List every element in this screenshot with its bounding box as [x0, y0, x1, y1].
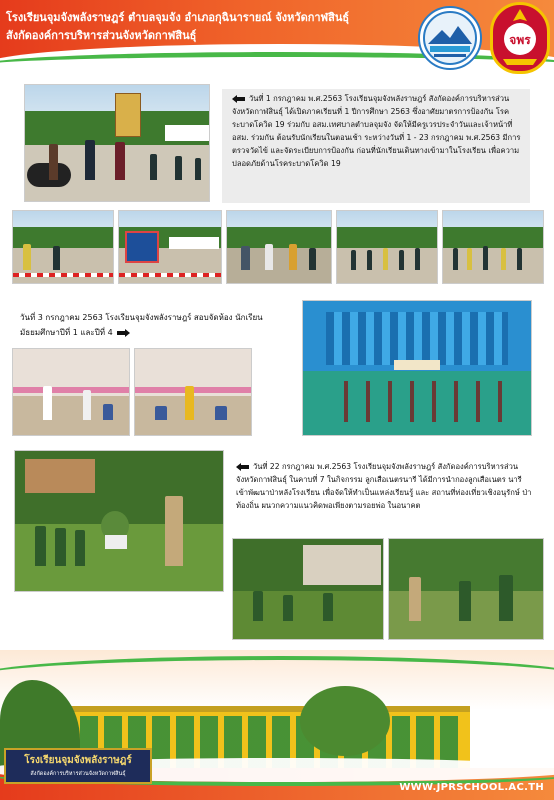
section3-text: วันที่ 22 กรกฎาคม พ.ศ.2563 โรงเรียนจุมจังพลังราษฎร์ สังกัดองค์การบริหารส่วนจังหวัดกาฬสินธุ์ ในคาบที่ 7 ในกิจกรรม ลูกเสือเนตรนารี ได้มีการนำกองลูกเสือเนตร นารี เข้าพัฒนาป่าหลังโรงเรียน เพื่อจัดให้ทำเป็นแหล่งเรียนรู้ และ สถานที่ท่องเที่ยวเชิงอนุรักษ์ ป่าท้องถิ่น ผนวกความแนวคิดพอเพียงตามรอยพ่อ ในอนาคต — [236, 462, 532, 510]
photo-classroom-exam-2 — [134, 348, 252, 436]
school-sign-subtitle: สังกัดองค์การบริหารส่วนจังหวัดกาฬสินธุ์ — [30, 771, 126, 777]
section3-description — [236, 460, 536, 512]
section1-text: วันที่ 1 กรกฎาคม พ.ศ.2563 โรงเรียนจุมจังพลังราษฎร์ สังกัดองค์การบริหารส่วนจังหวัดกาฬสินธุ์ ได้เปิดภาคเรียนที่ 1 ปีการศึกษา 2563 ซึ่งอาศัยมาตรการป้องกัน โรคระบาดโควิด 19 ร่วมกับ อสม.เทศบาลตำบลจุมจัง จัดให้มีครูเวรประจำวันและเจ้าหน้าที่ อสม. ร่วมกัน ต้อนรับนักเรียนในตอนเช้า ระหว่างวันที่ 1 - 23 กรกฎาคม พ.ศ.2563 มีการตรวจวัดไข้ และจัดระเบียบการป้องกัน ก่อนที่นักเรียนเดินทางเข้ามาในโรงเรียน เพื่อความปลอดภัยด้านโรคระบาดโควิด 19 — [232, 94, 521, 168]
svg-text:จพร: จพร — [509, 33, 531, 47]
section1-description — [222, 89, 530, 203]
arrow-right-icon — [117, 330, 130, 336]
photo-classroom-exam-1 — [12, 348, 130, 436]
photo-students-courtyard — [442, 210, 544, 284]
pao-kalasin-seal-icon — [418, 6, 482, 70]
photo-scouts-teacher-guidance — [388, 538, 544, 640]
school-sign — [4, 748, 152, 784]
photo-school-gate-sign — [118, 210, 222, 284]
arrow-left-icon — [232, 96, 245, 102]
photo-temperature-check-1 — [12, 210, 114, 284]
photo-scouts-forest-work — [14, 450, 224, 592]
arrow-left-icon-2 — [236, 464, 249, 470]
photo-students-arriving-gate — [24, 84, 210, 202]
photo-scouts-cleaning-area — [232, 538, 384, 640]
header-school-name: โรงเรียนจุมจังพลังราษฎร์ ตำบลจุมจัง อำเภอกุฉินารายณ์ จังหวัดกาฬสินธุ์ — [6, 11, 350, 24]
school-emblem-icon — [490, 2, 550, 74]
photo-students-queue — [336, 210, 438, 284]
section2-description — [20, 310, 292, 340]
page-footer — [0, 650, 554, 800]
header-affiliation: สังกัดองค์การบริหารส่วนจังหวัดกาฬสินธุ์ — [6, 29, 197, 42]
page-header — [0, 0, 554, 80]
school-sign-title: โรงเรียนจุมจังพลังราษฎร์ — [24, 755, 132, 766]
section2-text: วันที่ 3 กรกฎาคม 2563 โรงเรียนจุมจังพลังราษฎร์ สอบจัดห้อง นักเรียน มัธยมศึกษาปีที่ 1 และปีที่ 4 — [20, 313, 263, 337]
school-website-url[interactable]: WWW.JPRSCHOOL.AC.TH — [399, 782, 544, 793]
photo-temperature-check-2 — [226, 210, 332, 284]
photo-gymnasium-exam-hall — [302, 300, 532, 436]
